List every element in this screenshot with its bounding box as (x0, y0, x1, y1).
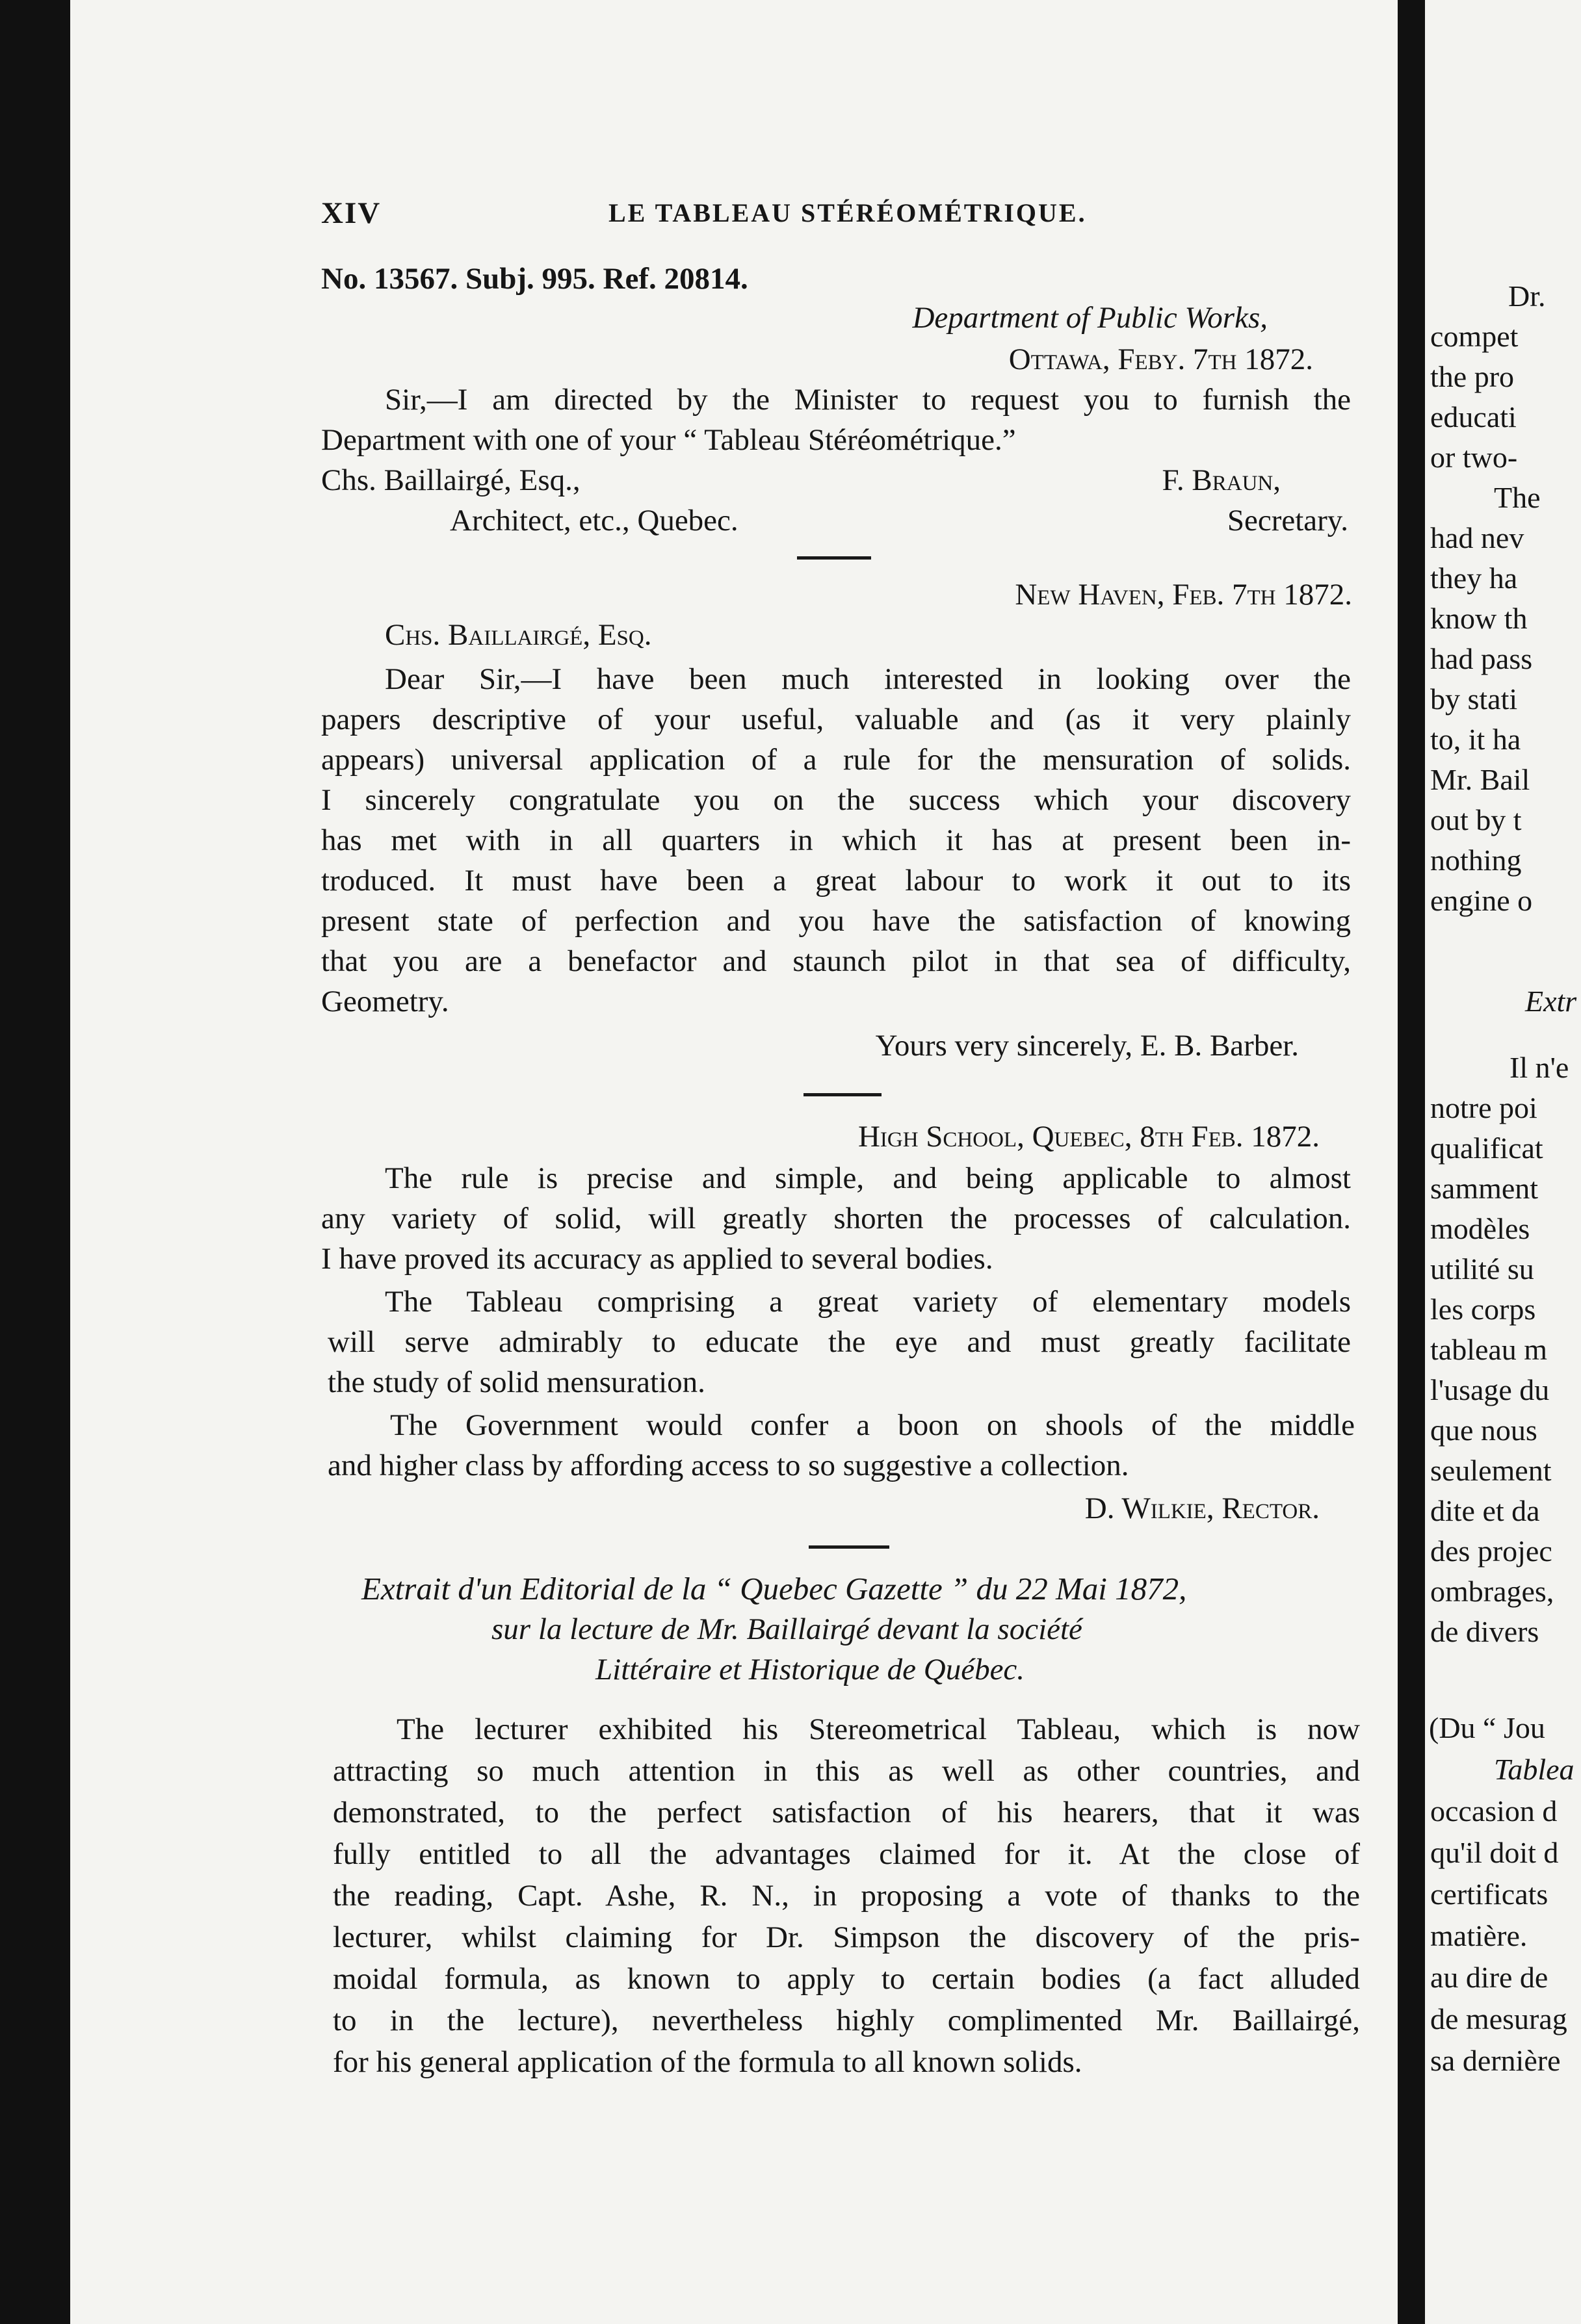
letter2-place-date: New Haven, Feb. 7th 1872. (1015, 578, 1352, 612)
facing-page-line: they ha (1430, 562, 1518, 595)
facing-page-line: qualificat (1430, 1131, 1543, 1165)
facing-page-line: notre poi (1430, 1091, 1537, 1124)
extract-body-line: The lecturer exhibited his Stereometrical Tableau, which is now (397, 1712, 1360, 1746)
letter1-signer-title: Secretary. (1227, 504, 1348, 537)
letter1-body-line: Department with one of your “ Tableau Stéréométrique.” (321, 423, 1016, 457)
facing-page-line: des projec (1430, 1534, 1552, 1568)
facing-page-line: Tablea (1494, 1753, 1574, 1786)
letter2-body-line: has met with in all quarters in which it has at present been in- (321, 823, 1351, 857)
extract-body-line: the reading, Capt. Ashe, R. N., in proposing a vote of thanks to the (333, 1879, 1360, 1913)
facing-page-line: de divers (1430, 1615, 1539, 1648)
letter2-body-line: troduced. It must have been a great labour to work it out to its (321, 864, 1351, 897)
extract-body-line: lecturer, whilst claiming for Dr. Simpson the discovery of the pris- (333, 1920, 1360, 1954)
extract-body-line: to in the lecture), nevertheless highly complimented Mr. Baillairgé, (333, 2004, 1360, 2037)
letter1-addressee-line2: Architect, etc., Quebec. (450, 504, 738, 537)
facing-page-line: les corps (1430, 1293, 1536, 1326)
running-title: LE TABLEAU STÉRÉOMÉTRIQUE. (608, 198, 1087, 227)
page-number: XIV (321, 196, 382, 230)
letter3-place-date: High School, Quebec, 8th Feb. 1872. (857, 1120, 1320, 1154)
letter3-body-line: The Government would confer a boon on shools of the middle (390, 1408, 1355, 1442)
letter1-department: Department of Public Works, (912, 301, 1268, 335)
letter2-body-line: appears) universal application of a rule for the mensuration of solids. (321, 743, 1351, 777)
letter3-signer: D. Wilkie, Rector. (1084, 1491, 1320, 1525)
letter3-body-line: I have proved its accuracy as applied to several bodies. (321, 1242, 993, 1276)
facing-page-line: nothing (1430, 844, 1522, 877)
facing-page-line: engine o (1430, 884, 1533, 917)
letter3-body-line: The Tableau comprising a great variety of elementary models (385, 1285, 1351, 1319)
facing-page-line: qu'il doit d (1430, 1836, 1559, 1869)
extract-heading-line: Extrait d'un Editorial de la “ Quebec Gazette ” du 22 Mai 1872, (361, 1571, 1187, 1607)
facing-page-line: modèles (1430, 1212, 1530, 1245)
facing-page-line: au dire de (1430, 1961, 1548, 1994)
facing-page-line: by stati (1430, 682, 1518, 716)
facing-page-line: out by t (1430, 803, 1522, 836)
letter2-body-line: papers descriptive of your useful, valuable and (as it very plainly (321, 703, 1351, 736)
facing-page-line: Extr (1525, 985, 1577, 1018)
letter3-body-line: will serve admirably to educate the eye and must greatly facilitate (328, 1325, 1351, 1359)
facing-page-line: Mr. Bail (1430, 763, 1530, 796)
letter1-addressee: Chs. Baillairgé, Esq., (321, 463, 581, 497)
facing-page-line: certificats (1430, 1878, 1548, 1911)
facing-page-line: compet (1430, 320, 1519, 353)
facing-page-line: The (1494, 481, 1541, 514)
facing-page-line: sa dernière (1430, 2044, 1561, 2077)
facing-page-line: Il n'e (1509, 1051, 1569, 1084)
extract-body-line: demonstrated, to the perfect satisfaction of his hearers, that it was (333, 1796, 1360, 1829)
letter2-body-line: that you are a benefactor and staunch pilot in that sea of difficulty, (321, 944, 1351, 978)
section-rule (797, 556, 871, 560)
letter3-body-line: and higher class by affording access to so suggestive a collection. (328, 1449, 1129, 1482)
letter2-body-line: Dear Sir,—I have been much interested in looking over the (385, 662, 1351, 696)
section-rule (809, 1545, 889, 1549)
letter2-body-line: Geometry. (321, 985, 449, 1018)
extract-body-line: attracting so much attention in this as well as other countries, and (333, 1754, 1360, 1788)
facing-page-line: dite et da (1430, 1494, 1540, 1527)
facing-page-line: the pro (1430, 360, 1515, 393)
facing-page-line: tableau m (1430, 1333, 1548, 1366)
extract-heading-line: Littéraire et Historique de Québec. (595, 1653, 1025, 1686)
letter2-body-line: I sincerely congratulate you on the success which your discovery (321, 783, 1351, 817)
letter3-body-line: any variety of solid, will greatly shorten the processes of calculation. (321, 1202, 1351, 1235)
facing-page-line: had pass (1430, 642, 1533, 675)
facing-page-line: samment (1430, 1172, 1539, 1205)
letter1-signer: F. Braun, (1162, 463, 1281, 497)
letter2-body-line: present state of perfection and you have the satisfaction of knowing (321, 904, 1351, 938)
letter1-reference: No. 13567. Subj. 995. Ref. 20814. (321, 262, 748, 296)
facing-page-line: had nev (1430, 521, 1524, 554)
letter3-body-line: The rule is precise and simple, and being applicable to almost (385, 1161, 1351, 1195)
letter2-closing: Yours very sincerely, E. B. Barber. (875, 1029, 1299, 1063)
letter1-place-date: Ottawa, Feby. 7th 1872. (1008, 342, 1313, 376)
facing-page-line: seulement (1430, 1454, 1552, 1487)
facing-page-line: de mesurag (1430, 2002, 1567, 2035)
letter3-body-line: the study of solid mensuration. (328, 1365, 705, 1399)
extract-body-line: for his general application of the formula to all known solids. (333, 2045, 1082, 2079)
facing-page-line: Dr. (1508, 279, 1546, 313)
facing-page-line: or two- (1430, 441, 1518, 474)
facing-page-line: matière. (1430, 1919, 1528, 1952)
facing-page-line: educati (1430, 400, 1517, 433)
extract-body-line: moidal formula, as known to apply to certain bodies (a fact alluded (333, 1962, 1360, 1996)
facing-page-line: to, it ha (1430, 723, 1521, 756)
facing-page-line: l'usage du (1430, 1373, 1550, 1406)
facing-page-line: (Du “ Jou (1429, 1711, 1545, 1744)
section-rule (804, 1093, 882, 1096)
extract-heading-line: sur la lecture de Mr. Baillairgé devant la société (491, 1612, 1082, 1646)
letter2-addressee: Chs. Baillairgé, Esq. (385, 618, 652, 652)
facing-page-line: ombrages, (1430, 1575, 1554, 1608)
facing-page-line: utilité su (1430, 1252, 1534, 1285)
facing-page-line: know th (1430, 602, 1528, 635)
extract-body-line: fully entitled to all the advantages claimed for it. At the close of (333, 1837, 1360, 1871)
facing-page-line: que nous (1430, 1414, 1537, 1447)
facing-page-line: occasion d (1430, 1794, 1558, 1827)
letter1-body-line: Sir,—I am directed by the Minister to request you to furnish the (385, 383, 1351, 417)
